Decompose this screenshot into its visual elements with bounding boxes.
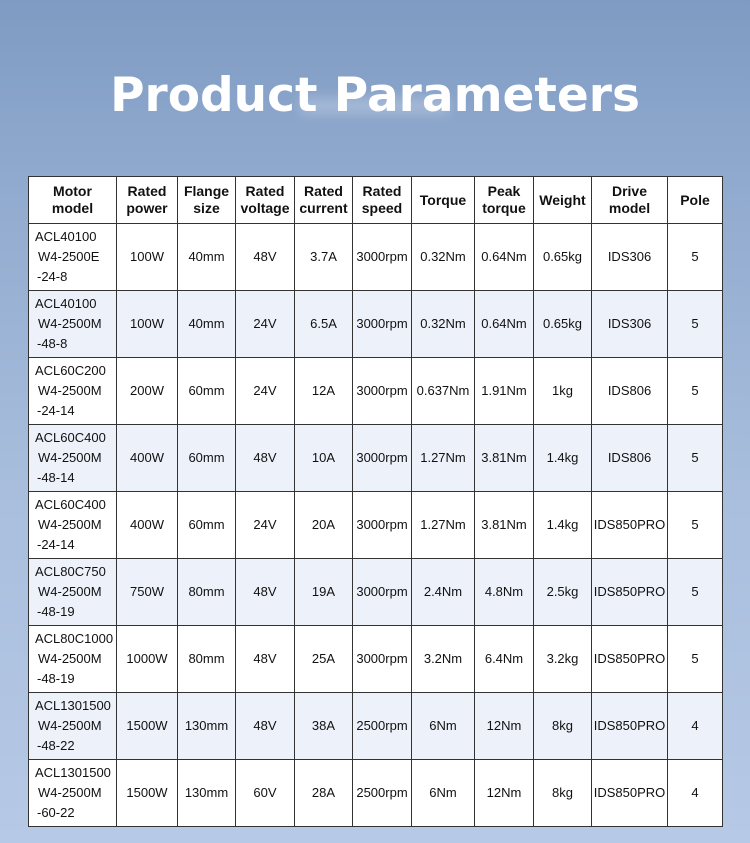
motor-model-line: ACL80C750 bbox=[35, 564, 106, 579]
motor-model-line: -48-8 bbox=[37, 336, 68, 351]
cell-rated-speed: 2500rpm bbox=[353, 693, 412, 760]
motor-model-line: -24-14 bbox=[37, 537, 75, 552]
cell-rated-speed: 3000rpm bbox=[353, 425, 412, 492]
cell-drive-model: IDS850PRO bbox=[592, 492, 668, 559]
cell-flange-size: 60mm bbox=[178, 425, 236, 492]
cell-torque: 1.27Nm bbox=[412, 492, 475, 559]
table-row bbox=[29, 358, 723, 425]
cell-rated-current: 6.5A bbox=[295, 291, 353, 358]
cell-motor-model bbox=[29, 358, 117, 425]
cell-rated-power: 400W bbox=[117, 425, 178, 492]
cell-pole: 5 bbox=[668, 492, 723, 559]
cell-peak-torque: 12Nm bbox=[475, 760, 534, 827]
motor-model-line: ACL1301500 bbox=[35, 698, 111, 713]
cell-torque: 2.4Nm bbox=[412, 559, 475, 626]
motor-model-line: ACL60C400 bbox=[35, 430, 106, 445]
cell-flange-size: 80mm bbox=[178, 626, 236, 693]
cell-rated-current: 19A bbox=[295, 559, 353, 626]
cell-rated-voltage: 24V bbox=[236, 492, 295, 559]
motor-model-line: ACL40100 bbox=[35, 296, 97, 311]
cell-weight: 1kg bbox=[534, 358, 592, 425]
header-weight: Weight bbox=[534, 177, 592, 224]
cell-pole: 4 bbox=[668, 760, 723, 827]
cell-drive-model: IDS306 bbox=[592, 291, 668, 358]
cell-motor-model bbox=[29, 425, 117, 492]
motor-model-line: ACL60C400 bbox=[35, 497, 106, 512]
table-row bbox=[29, 224, 723, 291]
cell-torque: 0.32Nm bbox=[412, 224, 475, 291]
cell-drive-model: IDS850PRO bbox=[592, 559, 668, 626]
cell-motor-model bbox=[29, 224, 117, 291]
cell-pole: 4 bbox=[668, 693, 723, 760]
cell-peak-torque: 3.81Nm bbox=[475, 492, 534, 559]
cell-peak-torque: 0.64Nm bbox=[475, 224, 534, 291]
cell-rated-speed: 3000rpm bbox=[353, 492, 412, 559]
cell-weight: 0.65kg bbox=[534, 224, 592, 291]
cell-motor-model bbox=[29, 559, 117, 626]
cell-weight: 8kg bbox=[534, 693, 592, 760]
header-torque: Torque bbox=[412, 177, 475, 224]
motor-model-line: W4-2500M bbox=[38, 785, 102, 800]
cell-rated-speed: 3000rpm bbox=[353, 559, 412, 626]
cell-weight: 1.4kg bbox=[534, 492, 592, 559]
cell-peak-torque: 1.91Nm bbox=[475, 358, 534, 425]
cell-drive-model: IDS806 bbox=[592, 425, 668, 492]
cell-flange-size: 130mm bbox=[178, 760, 236, 827]
motor-model-line: ACL1301500 bbox=[35, 765, 111, 780]
motor-model-line: -24-8 bbox=[37, 269, 68, 284]
cell-pole: 5 bbox=[668, 224, 723, 291]
cell-torque: 6Nm bbox=[412, 693, 475, 760]
cell-weight: 8kg bbox=[534, 760, 592, 827]
header-rated-power: Rated power bbox=[117, 177, 178, 224]
cell-rated-power: 1500W bbox=[117, 760, 178, 827]
cell-rated-voltage: 24V bbox=[236, 291, 295, 358]
cell-rated-power: 750W bbox=[117, 559, 178, 626]
cell-motor-model bbox=[29, 492, 117, 559]
header-rated-speed: Rated speed bbox=[353, 177, 412, 224]
cell-rated-power: 1000W bbox=[117, 626, 178, 693]
cell-torque: 3.2Nm bbox=[412, 626, 475, 693]
cell-peak-torque: 12Nm bbox=[475, 693, 534, 760]
cell-rated-speed: 3000rpm bbox=[353, 224, 412, 291]
cell-flange-size: 40mm bbox=[178, 291, 236, 358]
cell-motor-model bbox=[29, 760, 117, 827]
cell-rated-voltage: 48V bbox=[236, 626, 295, 693]
cell-flange-size: 60mm bbox=[178, 492, 236, 559]
cell-rated-voltage: 48V bbox=[236, 693, 295, 760]
cell-flange-size: 60mm bbox=[178, 358, 236, 425]
motor-model-line: W4-2500M bbox=[38, 517, 102, 532]
motor-model-line: -48-22 bbox=[37, 738, 75, 753]
header-motor-model: Motor model bbox=[29, 177, 117, 224]
motor-model-line: -48-14 bbox=[37, 470, 75, 485]
cell-peak-torque: 0.64Nm bbox=[475, 291, 534, 358]
header-drive-model: Drive model bbox=[592, 177, 668, 224]
cell-rated-current: 25A bbox=[295, 626, 353, 693]
header-pole: Pole bbox=[668, 177, 723, 224]
header-peak-torque: Peak torque bbox=[475, 177, 534, 224]
motor-model-line: -48-19 bbox=[37, 604, 75, 619]
cell-motor-model bbox=[29, 693, 117, 760]
cell-rated-power: 400W bbox=[117, 492, 178, 559]
cell-weight: 2.5kg bbox=[534, 559, 592, 626]
header-rated-current: Rated current bbox=[295, 177, 353, 224]
motor-model-line: W4-2500E bbox=[38, 249, 100, 264]
cell-torque: 0.32Nm bbox=[412, 291, 475, 358]
cell-pole: 5 bbox=[668, 358, 723, 425]
table-row bbox=[29, 291, 723, 358]
cell-flange-size: 130mm bbox=[178, 693, 236, 760]
cell-rated-power: 100W bbox=[117, 291, 178, 358]
motor-model-line: ACL60C200 bbox=[35, 363, 106, 378]
cell-drive-model: IDS850PRO bbox=[592, 626, 668, 693]
motor-model-line: W4-2500M bbox=[38, 651, 102, 666]
motor-model-line: W4-2500M bbox=[38, 450, 102, 465]
cell-rated-current: 28A bbox=[295, 760, 353, 827]
motor-model-line: -60-22 bbox=[37, 805, 75, 820]
cell-rated-power: 1500W bbox=[117, 693, 178, 760]
cell-rated-power: 200W bbox=[117, 358, 178, 425]
motor-model-line: ACL40100 bbox=[35, 229, 97, 244]
cell-pole: 5 bbox=[668, 626, 723, 693]
cell-torque: 6Nm bbox=[412, 760, 475, 827]
cell-rated-voltage: 48V bbox=[236, 224, 295, 291]
cell-pole: 5 bbox=[668, 291, 723, 358]
table-row bbox=[29, 626, 723, 693]
cell-weight: 3.2kg bbox=[534, 626, 592, 693]
cell-pole: 5 bbox=[668, 559, 723, 626]
cell-rated-voltage: 24V bbox=[236, 358, 295, 425]
cell-flange-size: 40mm bbox=[178, 224, 236, 291]
motor-model-line: W4-2500M bbox=[38, 383, 102, 398]
cell-rated-speed: 3000rpm bbox=[353, 358, 412, 425]
table-row bbox=[29, 559, 723, 626]
cell-motor-model bbox=[29, 626, 117, 693]
cell-torque: 0.637Nm bbox=[412, 358, 475, 425]
cell-drive-model: IDS306 bbox=[592, 224, 668, 291]
table-row bbox=[29, 693, 723, 760]
table-row bbox=[29, 492, 723, 559]
cell-peak-torque: 4.8Nm bbox=[475, 559, 534, 626]
cell-pole: 5 bbox=[668, 425, 723, 492]
header-rated-voltage: Rated voltage bbox=[236, 177, 295, 224]
cell-weight: 0.65kg bbox=[534, 291, 592, 358]
cell-rated-speed: 2500rpm bbox=[353, 760, 412, 827]
motor-model-line: W4-2500M bbox=[38, 316, 102, 331]
table-row bbox=[29, 760, 723, 827]
cell-flange-size: 80mm bbox=[178, 559, 236, 626]
cell-rated-current: 12A bbox=[295, 358, 353, 425]
cell-weight: 1.4kg bbox=[534, 425, 592, 492]
cell-rated-current: 38A bbox=[295, 693, 353, 760]
cell-rated-current: 3.7A bbox=[295, 224, 353, 291]
cell-drive-model: IDS850PRO bbox=[592, 693, 668, 760]
motor-model-line: -24-14 bbox=[37, 403, 75, 418]
table-header-row bbox=[29, 177, 723, 224]
cell-rated-voltage: 60V bbox=[236, 760, 295, 827]
cell-peak-torque: 3.81Nm bbox=[475, 425, 534, 492]
motor-model-line: W4-2500M bbox=[38, 718, 102, 733]
motor-model-line: ACL80C1000 bbox=[35, 631, 114, 646]
cell-drive-model: IDS850PRO bbox=[592, 760, 668, 827]
cell-drive-model: IDS806 bbox=[592, 358, 668, 425]
cell-torque: 1.27Nm bbox=[412, 425, 475, 492]
page-title: Product Parameters bbox=[110, 68, 640, 123]
cell-rated-current: 20A bbox=[295, 492, 353, 559]
product-parameters-table bbox=[28, 176, 723, 827]
cell-rated-speed: 3000rpm bbox=[353, 291, 412, 358]
table-row bbox=[29, 425, 723, 492]
cell-peak-torque: 6.4Nm bbox=[475, 626, 534, 693]
motor-model-line: -48-19 bbox=[37, 671, 75, 686]
cell-rated-voltage: 48V bbox=[236, 425, 295, 492]
cell-rated-power: 100W bbox=[117, 224, 178, 291]
header-flange-size: Flange size bbox=[178, 177, 236, 224]
cell-rated-voltage: 48V bbox=[236, 559, 295, 626]
cell-rated-speed: 3000rpm bbox=[353, 626, 412, 693]
cell-motor-model bbox=[29, 291, 117, 358]
cell-rated-current: 10A bbox=[295, 425, 353, 492]
motor-model-line: W4-2500M bbox=[38, 584, 102, 599]
